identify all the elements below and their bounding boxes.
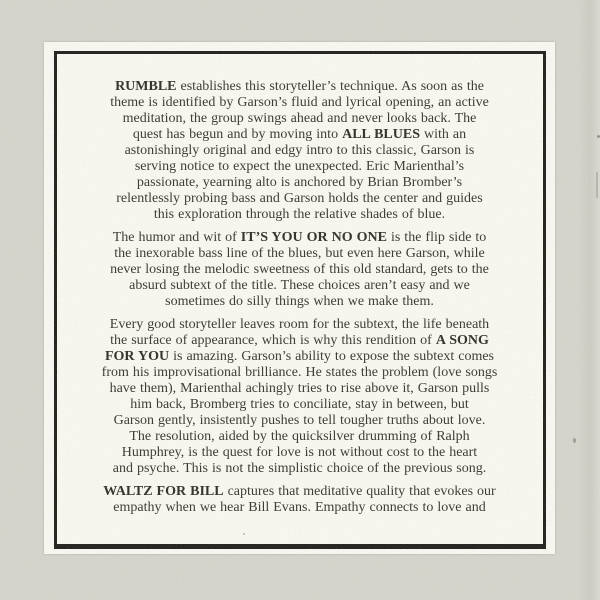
text-line: and psyche. This is not the simplistic choice of the previous song. (112, 461, 487, 476)
booklet-paper (44, 42, 555, 554)
paragraph (62, 484, 537, 516)
text-line: passionate, yearning alto is anchored by Brian Bromber’s (136, 175, 463, 190)
page-edge-shading (578, 0, 600, 600)
text-line: relentlessly probing bass and Garson holds the center and guides (116, 191, 483, 206)
text-line: WALTZ FOR BILL captures that meditative quality that evokes our (103, 484, 496, 499)
text-line: RUMBLE establishes this storyteller’s technique. As soon as the (115, 79, 484, 94)
scan-speck (243, 533, 245, 535)
paragraph (62, 79, 537, 223)
text-line: theme is identified by Garson’s fluid and lyrical opening, an active (110, 95, 489, 110)
text-line: never losing the melodic sweetness of this old standard, gets to the (110, 262, 489, 277)
text-line: The humor and wit of IT’S YOU OR NO ONE is the flip side to (112, 230, 487, 245)
text-line: the inexorable bass line of the blues, but even here Garson, while (114, 246, 485, 261)
text-line: from his improvisational brilliance. He states the problem (love songs (101, 365, 498, 380)
text-line: The resolution, aided by the quicksilver drumming of Ralph (129, 429, 470, 444)
paragraph (62, 317, 537, 477)
text-line: serving notice to expect the unexpected. Eric Marienthal’s (134, 159, 465, 174)
text-line: Humphrey, is the quest for love is not without cost to the heart (121, 445, 478, 460)
scan-speck (573, 438, 576, 443)
paragraph (62, 230, 537, 310)
text-line: him back, Bromberg tries to conciliate, stay in between, but (130, 397, 469, 412)
text-line: the surface of appearance, which is why this rendition of A SONG (110, 333, 489, 348)
text-line: empathy when we hear Bill Evans. Empathy connects to love and (113, 500, 486, 515)
text-line: this exploration through the relative shades of blue. (153, 207, 446, 222)
text-line: FOR YOU is amazing. Garson’s ability to expose the subtext comes (104, 349, 495, 364)
text-line: Garson gently, insistently pushes to tell tougher truths about love. (113, 413, 486, 428)
text-line: meditation, the group swings ahead and never looks back. The (122, 111, 477, 126)
text-line: absurd subtext of the title. These choices aren’t easy and we (129, 278, 470, 293)
text-line: have them), Marienthal achingly tries to rise above it, Garson pulls (109, 381, 490, 396)
text-line: Every good storyteller leaves room for the subtext, the life beneath (109, 317, 490, 332)
text-line: quest has begun and by moving into ALL BLUES with an (132, 127, 467, 142)
liner-notes (62, 79, 537, 523)
text-line: astonishingly original and edgy intro to this classic, Garson is (124, 143, 475, 158)
text-line: sometimes do silly things when we make them. (165, 294, 434, 309)
